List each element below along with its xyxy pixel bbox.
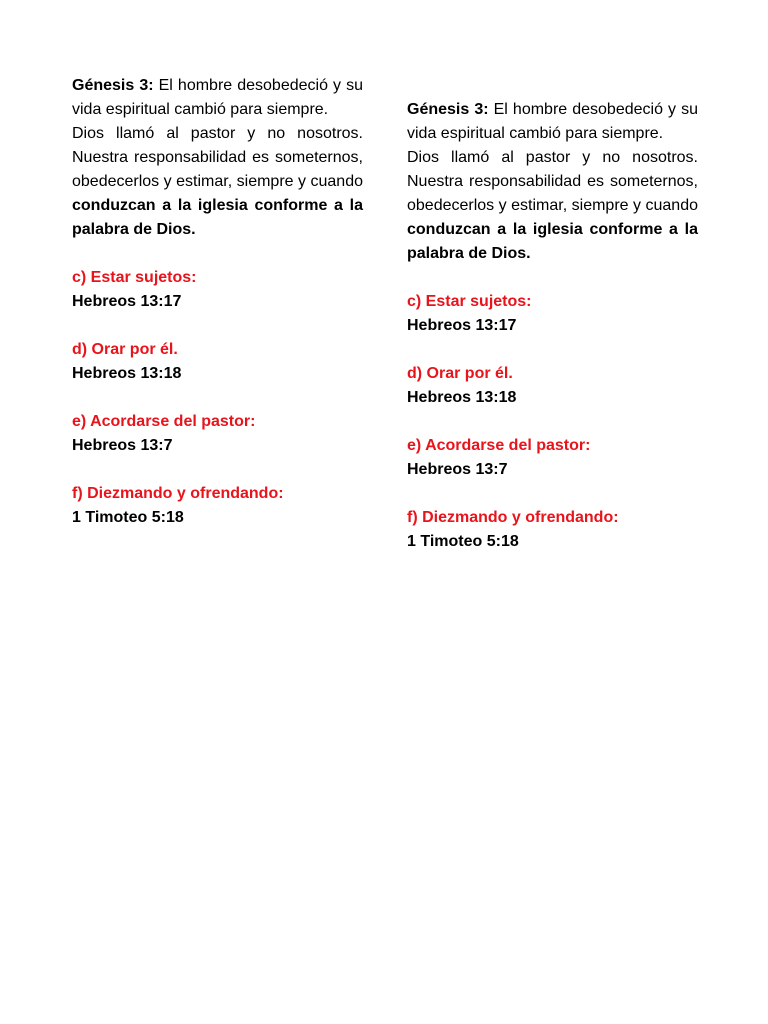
intro-paragraph-1 [407,98,698,146]
section-reference: 1 Timoteo 5:18 [407,533,519,550]
intro-emphasis: conduzcan a la iglesia conforme a la palabra de Dios. [407,221,698,262]
section-reference: Hebreos 13:17 [407,317,517,334]
intro-label: Génesis 3: [407,101,489,118]
intro-paragraph-1 [72,74,363,122]
section-reference: Hebreos 13:18 [407,389,517,406]
section-heading: c) Estar sujetos: [407,293,532,310]
section-reference: Hebreos 13:18 [72,365,182,382]
intro-paragraph-2 [72,122,363,242]
section-heading: e) Acordarse del pastor: [407,437,591,454]
intro-text: El hombre desobedeció y su vida espiritual cambió para siempre. [72,77,364,118]
section-reference: 1 Timoteo 5:18 [72,509,184,526]
section-heading: f) Diezmando y ofrendando: [407,509,619,526]
section-reference: Hebreos 13:17 [72,293,182,310]
section-reference: Hebreos 13:7 [407,461,508,478]
section-heading: e) Acordarse del pastor: [72,413,256,430]
intro-text: El hombre desobedeció y su vida espiritual cambió para siempre. [407,101,699,142]
intro-emphasis: conduzcan a la iglesia conforme a la palabra de Dios. [72,197,363,238]
intro-text: Dios llamó al pastor y no nosotros. Nuestra responsabilidad es someternos, obedecerlos y estimar, siempre y cuando [407,149,698,214]
section-heading: d) Orar por él. [72,341,178,358]
text-column-left [72,74,363,530]
intro-label: Génesis 3: [72,77,154,94]
text-column-right [407,98,698,554]
section-heading: f) Diezmando y ofrendando: [72,485,284,502]
section-reference: Hebreos 13:7 [72,437,173,454]
section-heading: c) Estar sujetos: [72,269,197,286]
section-heading: d) Orar por él. [407,365,513,382]
intro-text: Dios llamó al pastor y no nosotros. Nuestra responsabilidad es someternos, obedecerlos y estimar, siempre y cuando [72,125,363,190]
intro-paragraph-2 [407,146,698,266]
